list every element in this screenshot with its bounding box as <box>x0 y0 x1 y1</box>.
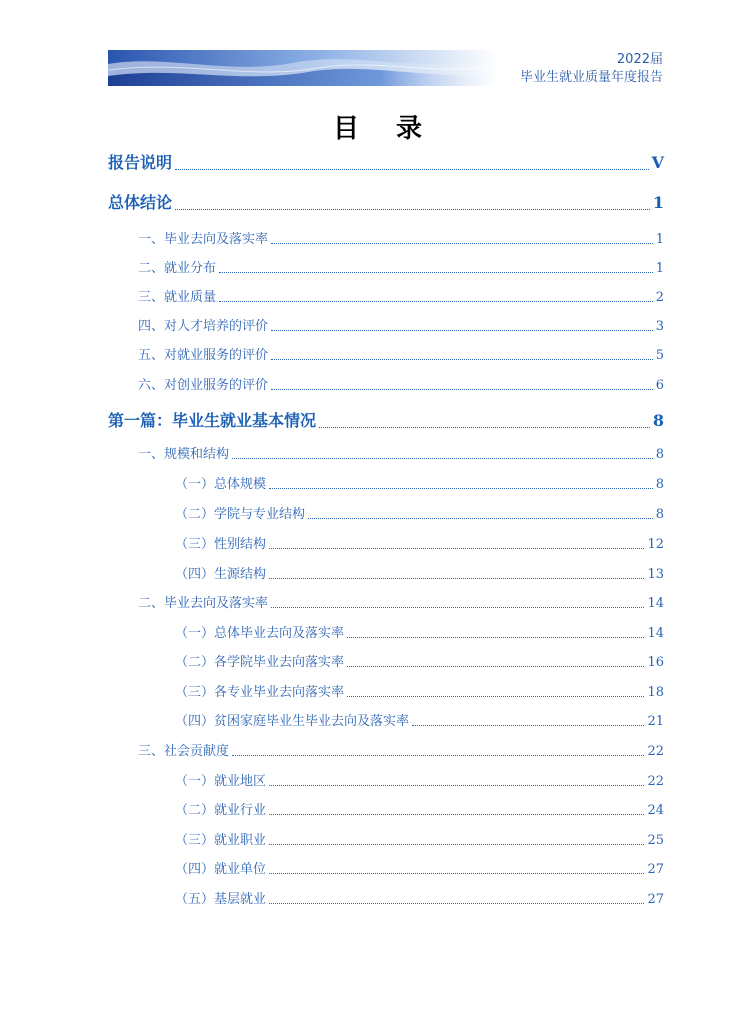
toc-leader-dots <box>347 666 644 667</box>
toc-entry-page-number: 1 <box>655 232 664 247</box>
toc-entry-title: （一）就业地区 <box>175 774 267 789</box>
toc-leader-dots <box>175 169 649 170</box>
toc-entry-title: 二、就业分布 <box>138 261 217 276</box>
toc-entry[interactable] <box>175 858 664 877</box>
toc-leader-dots <box>269 814 644 815</box>
toc-entry-page-number: 24 <box>647 803 664 818</box>
toc-entry[interactable] <box>175 503 664 522</box>
toc-entry-title: （二）就业行业 <box>175 803 267 818</box>
toc-entry-page-number: 12 <box>647 537 664 552</box>
toc-entry-title: （一）总体规模 <box>175 477 267 492</box>
toc-leader-dots <box>319 427 650 428</box>
toc-leader-dots <box>271 607 644 608</box>
toc-entry-page-number: 27 <box>647 892 664 907</box>
toc-entry-title: （三）性别结构 <box>175 537 267 552</box>
toc-entry-title: （二）学院与专业结构 <box>175 507 306 522</box>
toc-entry[interactable] <box>108 150 664 173</box>
toc-entry[interactable] <box>138 344 664 363</box>
toc-entry-page-number: 8 <box>655 477 664 492</box>
toc-entry-page-number: 16 <box>647 655 664 670</box>
toc-entry-title: 第一篇：毕业生就业基本情况 <box>108 411 317 430</box>
toc-entry-page-number: 13 <box>647 567 664 582</box>
toc-entry-title: 三、就业质量 <box>138 290 217 305</box>
toc-entry-title: （五）基层就业 <box>175 892 267 907</box>
toc-entry-page-number: 27 <box>647 862 664 877</box>
header-year: 2022届 <box>616 52 663 67</box>
toc-entry-title: 六、对创业服务的评价 <box>138 378 269 393</box>
toc-entry-page-number: V <box>651 153 664 172</box>
toc-entry[interactable] <box>175 770 664 789</box>
toc-entry-title: （二）各学院毕业去向落实率 <box>175 655 345 670</box>
toc-leader-dots <box>269 873 644 874</box>
toc-leader-dots <box>219 301 653 302</box>
toc-entry-page-number: 14 <box>647 626 664 641</box>
toc-entry[interactable] <box>138 740 664 759</box>
toc-entry-page-number: 22 <box>647 744 664 759</box>
toc-entry-title: 报告说明 <box>108 153 173 172</box>
toc-leader-dots <box>269 578 644 579</box>
toc-entry-title: （三）各专业毕业去向落实率 <box>175 685 345 700</box>
header-report-title: 毕业生就业质量年度报告 <box>519 70 663 85</box>
toc-entry[interactable] <box>175 799 664 818</box>
toc-entry-title: 一、规模和结构 <box>138 447 230 462</box>
toc-entry-page-number: 3 <box>655 319 664 334</box>
toc-entry-page-number: 1 <box>655 261 664 276</box>
toc-leader-dots <box>271 389 653 390</box>
toc-entry[interactable] <box>175 473 664 492</box>
toc-entry-page-number: 5 <box>655 348 664 363</box>
toc-entry-page-number: 8 <box>655 447 664 462</box>
toc-entry[interactable] <box>138 374 664 393</box>
toc-leader-dots <box>269 548 644 549</box>
toc-entry-page-number: 6 <box>655 378 664 393</box>
toc-entry[interactable] <box>108 408 664 431</box>
toc-leader-dots <box>412 725 644 726</box>
toc-entry-title: 五、对就业服务的评价 <box>138 348 269 363</box>
toc-entry[interactable] <box>138 286 664 305</box>
toc-entry-title: （一）总体毕业去向及落实率 <box>175 626 345 641</box>
toc-leader-dots <box>271 330 653 331</box>
toc-entry[interactable] <box>175 710 664 729</box>
toc-entry[interactable] <box>138 257 664 276</box>
toc-leader-dots <box>175 209 650 210</box>
toc-entry-title: （四）生源结构 <box>175 567 267 582</box>
toc-leader-dots <box>269 903 644 904</box>
toc-entry[interactable] <box>175 622 664 641</box>
toc-leader-dots <box>232 755 644 756</box>
toc-entry-title: （四）就业单位 <box>175 862 267 877</box>
toc-entry[interactable] <box>138 592 664 611</box>
toc-leader-dots <box>269 488 653 489</box>
toc-leader-dots <box>347 637 644 638</box>
toc-entry-page-number: 8 <box>655 507 664 522</box>
toc-entry-page-number: 18 <box>647 685 664 700</box>
toc-leader-dots <box>347 696 644 697</box>
toc-entry[interactable] <box>108 190 664 213</box>
toc-entry-page-number: 22 <box>647 774 664 789</box>
page-title: 目 录 <box>332 114 437 144</box>
toc-leader-dots <box>308 518 653 519</box>
toc-entry[interactable] <box>175 829 664 848</box>
toc-entry-page-number: 2 <box>655 290 664 305</box>
toc-entry[interactable] <box>138 443 664 462</box>
toc-entry-page-number: 21 <box>647 714 664 729</box>
toc-leader-dots <box>219 272 653 273</box>
toc-entry[interactable] <box>138 228 664 247</box>
toc-entry-page-number: 8 <box>652 411 664 430</box>
toc-entry-title: （三）就业职业 <box>175 833 267 848</box>
toc-leader-dots <box>269 785 644 786</box>
toc-leader-dots <box>232 458 653 459</box>
toc-leader-dots <box>271 359 653 360</box>
toc-entry-title: 总体结论 <box>108 193 173 212</box>
toc-entry-title: 三、社会贡献度 <box>138 744 230 759</box>
toc-entry[interactable] <box>175 563 664 582</box>
toc-entry[interactable] <box>175 533 664 552</box>
toc-entry[interactable] <box>175 681 664 700</box>
toc-entry-title: 一、毕业去向及落实率 <box>138 232 269 247</box>
toc-entry-page-number: 25 <box>647 833 664 848</box>
toc-entry-title: 二、毕业去向及落实率 <box>138 596 269 611</box>
toc-entry-page-number: 1 <box>652 193 664 212</box>
toc-entry[interactable] <box>175 888 664 907</box>
toc-entry-title: （四）贫困家庭毕业生毕业去向及落实率 <box>175 714 410 729</box>
toc-leader-dots <box>269 844 644 845</box>
toc-entry-title: 四、对人才培养的评价 <box>138 319 269 334</box>
toc-entry[interactable] <box>175 651 664 670</box>
toc-entry-page-number: 14 <box>647 596 664 611</box>
toc-entry[interactable] <box>138 315 664 334</box>
toc-leader-dots <box>271 243 653 244</box>
